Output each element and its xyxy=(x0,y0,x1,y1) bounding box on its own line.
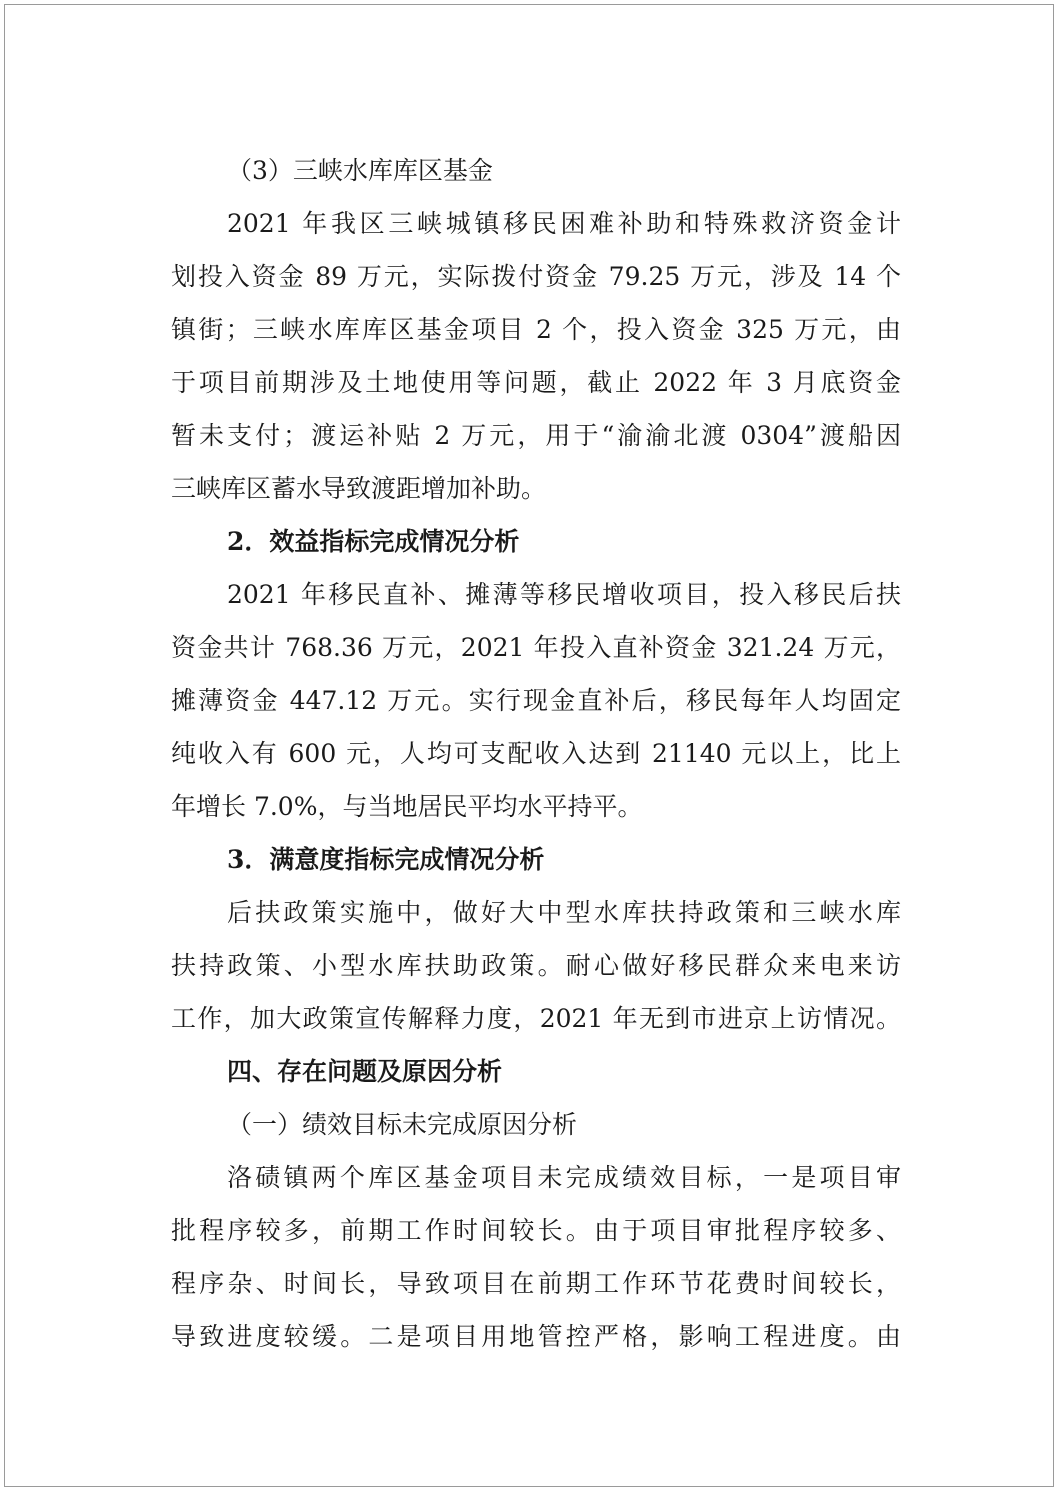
paragraph-line: 洛碛镇两个库区基金项目未完成绩效目标，一是项目审 xyxy=(227,1163,901,1192)
paragraph-line: 于项目前期涉及土地使用等问题，截止 2022 年 3 月底资金 xyxy=(171,368,901,397)
paragraph-benefit-indicators xyxy=(171,568,901,833)
paragraph-line: 扶持政策、小型水库扶助政策。耐心做好移民群众来电来访 xyxy=(171,951,901,980)
paragraph-line: 2021 年移民直补、摊薄等移民增收项目，投入移民后扶 xyxy=(227,580,901,609)
paragraph-line: 暂未支付；渡运补贴 2 万元，用于“渝渝北渡 0304”渡船因 xyxy=(171,421,901,450)
paragraph-line: 2021 年我区三峡城镇移民困难补助和特殊救济资金计 xyxy=(227,209,901,238)
section-heading-satisfaction-indicators: 3．满意度指标完成情况分析 xyxy=(227,845,545,874)
paragraph-line: 摊薄资金 447.12 万元。实行现金直补后，移民每年人均固定 xyxy=(171,686,901,715)
paragraph-line: 三峡库区蓄水导致渡距增加补助。 xyxy=(171,474,547,503)
section-heading-unmet-targets: （一）绩效目标未完成原因分析 xyxy=(227,1110,578,1139)
paragraph-line: 后扶政策实施中，做好大中型水库扶持政策和三峡水库 xyxy=(227,898,901,927)
section-heading-benefit-indicators: 2．效益指标完成情况分析 xyxy=(227,527,520,556)
paragraph-unmet-targets xyxy=(171,1151,901,1363)
paragraph-line: 镇街；三峡水库库区基金项目 2 个，投入资金 325 万元，由 xyxy=(171,315,901,344)
paragraph-line: 程序杂、时间长，导致项目在前期工作环节花费时间较长， xyxy=(171,1269,901,1298)
paragraph-line: 批程序较多，前期工作时间较长。由于项目审批程序较多、 xyxy=(171,1216,901,1245)
document-page xyxy=(4,4,1054,1487)
paragraph-line: 导致进度较缓。二是项目用地管控严格，影响工程进度。由 xyxy=(171,1322,901,1351)
paragraph-line: 年增长 7.0%，与当地居民平均水平持平。 xyxy=(171,792,643,821)
paragraph-three-gorges-fund xyxy=(171,197,901,515)
paragraph-line: 划投入资金 89 万元，实际拨付资金 79.25 万元，涉及 14 个 xyxy=(171,262,901,291)
section-heading-three-gorges-fund: （3）三峡水库库区基金 xyxy=(227,156,493,185)
paragraph-line: 纯收入有 600 元，人均可支配收入达到 21140 元以上，比上 xyxy=(171,739,901,768)
document-body xyxy=(171,144,901,1363)
section-heading-problems: 四、存在问题及原因分析 xyxy=(227,1057,503,1086)
paragraph-line: 资金共计 768.36 万元，2021 年投入直补资金 321.24 万元， xyxy=(171,633,901,662)
paragraph-satisfaction-indicators xyxy=(171,886,901,1045)
paragraph-line: 工作，加大政策宣传解释力度，2021 年无到市进京上访情况。 xyxy=(171,1004,901,1033)
